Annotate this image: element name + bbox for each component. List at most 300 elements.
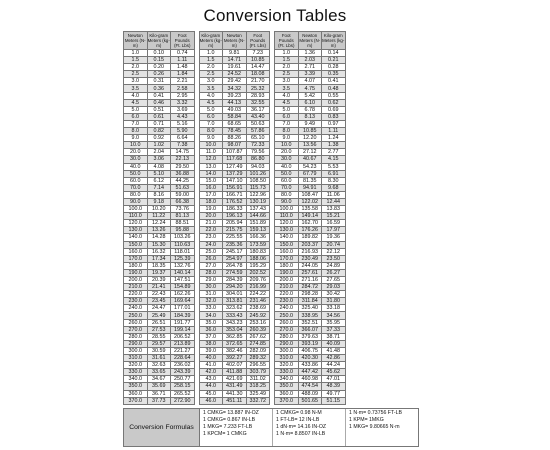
formula-line: 1 FT-LB= 12 IN-LB [276, 416, 320, 423]
table-cell: 80.0 [275, 191, 299, 198]
table-row [124, 156, 195, 163]
table-cell: 37.73 [147, 397, 171, 404]
table-row [199, 333, 270, 340]
table-cell: 40.67 [298, 156, 322, 163]
table-cell: 3.5 [124, 85, 148, 92]
table-cell: 5.42 [298, 92, 322, 99]
table-cell: 6.0 [124, 113, 148, 120]
column-header: Kilo-gram Meters (kg-m) [147, 33, 170, 48]
table-row [124, 64, 195, 71]
table-row [275, 333, 346, 340]
table-row [124, 362, 195, 369]
table-cell: 303.79 [246, 369, 270, 376]
table-cell: 160.0 [275, 248, 299, 255]
table-cell: 0.55 [322, 92, 346, 99]
table-row [275, 227, 346, 234]
table-cell: 34.67 [147, 376, 171, 383]
table-cell: 23.0 [199, 234, 223, 241]
table-cell: 28.0 [199, 269, 223, 276]
table-cell: 32.0 [199, 298, 223, 305]
table-cell: 4.0 [199, 92, 223, 99]
table-cell: 250.0 [124, 312, 148, 319]
table-cell: 108.47 [298, 191, 322, 198]
table-cell: 230.0 [275, 298, 299, 305]
table-row [199, 156, 270, 163]
table-row [275, 128, 346, 135]
table-cell: 271.16 [298, 277, 322, 284]
table-cell: 44.0 [199, 383, 223, 390]
table-cell: 27.0 [199, 262, 223, 269]
table-cell: 6.64 [171, 135, 195, 142]
table-cell: 501.65 [298, 397, 322, 404]
table-row [124, 234, 195, 241]
table-row [275, 213, 346, 220]
table-cell: 100.0 [275, 206, 299, 213]
table-cell: 260.0 [124, 319, 148, 326]
table-row [275, 284, 346, 291]
table-row [124, 78, 195, 85]
table-cell: 10.20 [147, 206, 171, 213]
table-row [199, 177, 270, 184]
table-row [275, 355, 346, 362]
table-cell: 31.0 [199, 291, 223, 298]
table-cell: 7.14 [147, 184, 171, 191]
table-cell: 7.38 [171, 142, 195, 149]
table-cell: 3.0 [124, 78, 148, 85]
table-cell: 36.17 [246, 106, 270, 113]
table-cell: 0.46 [147, 99, 171, 106]
table-cell: 30.0 [199, 284, 223, 291]
table-cell: 11.06 [322, 191, 346, 198]
table-cell: 243.39 [171, 369, 195, 376]
table-cell: 38.71 [322, 333, 346, 340]
table-cell: 1.38 [322, 142, 346, 149]
conversion-formulas-list [200, 409, 418, 446]
table-cell: 0.69 [322, 106, 346, 113]
table-cell: 140.14 [171, 269, 195, 276]
table-cell: 3.69 [171, 106, 195, 113]
table-cell: 284.39 [223, 277, 247, 284]
table-row [124, 71, 195, 78]
table-cell: 0.74 [171, 50, 195, 57]
table-row [275, 248, 346, 255]
table-cell: 130.0 [275, 227, 299, 234]
table-row [199, 362, 270, 369]
table-cell: 140.0 [275, 234, 299, 241]
table-cell: 32.63 [147, 362, 171, 369]
table-cell: 24.52 [223, 71, 247, 78]
table-row [275, 78, 346, 85]
table-cell: 3.5 [199, 85, 223, 92]
table-row [124, 369, 195, 376]
table-cell: 30.42 [322, 291, 346, 298]
table-cell: 274.59 [223, 269, 247, 276]
column-header: Foot Pounds (Ft. Lbs) [246, 32, 270, 50]
table-cell: 15.30 [147, 241, 171, 248]
table-cell: 250.0 [275, 312, 299, 319]
table-cell: 30.59 [147, 347, 171, 354]
table-cell: 80.0 [124, 191, 148, 198]
table-cell: 210.0 [275, 284, 299, 291]
table-cell: 320.0 [124, 362, 148, 369]
conversion-tables [123, 31, 419, 447]
table-cell: 6.0 [199, 113, 223, 120]
table-cell: 12.44 [322, 198, 346, 205]
table-cell: 3.06 [147, 156, 171, 163]
table-cell: 313.81 [223, 298, 247, 305]
column-header: Foot Pounds (Ft. Lbs) [171, 32, 195, 50]
table-cell: 38.0 [199, 340, 223, 347]
table-cell: 14.47 [246, 64, 270, 71]
table-cell: 12.24 [147, 220, 171, 227]
table-cell: 4.5 [275, 99, 299, 106]
table-cell: 73.76 [171, 206, 195, 213]
table-row [199, 135, 270, 142]
table-cell: 188.06 [246, 255, 270, 262]
table-cell: 392.27 [223, 355, 247, 362]
table-cell: 206.52 [171, 333, 195, 340]
table-cell: 203.37 [298, 241, 322, 248]
table-cell: 33.65 [147, 369, 171, 376]
table-cell: 110.0 [275, 213, 299, 220]
table-cell: 20.74 [322, 241, 346, 248]
table-cell: 54.23 [298, 163, 322, 170]
column-header: Kilo-gram Meters (kg-m) [199, 33, 222, 48]
table-row [124, 50, 195, 57]
formula-line: 1 N·m= 0.73756 FT-LB [349, 409, 402, 416]
table-cell: 7.23 [246, 50, 270, 57]
table-cell: 2.5 [124, 71, 148, 78]
table-cell: 118.01 [171, 248, 195, 255]
table-row [275, 135, 346, 142]
table-cell: 6.91 [322, 170, 346, 177]
table-cell: 311.02 [246, 376, 270, 383]
table-cell: 325.49 [246, 390, 270, 397]
table-row [275, 163, 346, 170]
table-cell: 5.90 [171, 128, 195, 135]
formula-column [346, 409, 418, 446]
table-cell: 330.0 [124, 369, 148, 376]
table-cell: 29.0 [199, 277, 223, 284]
table-cell: 151.89 [246, 220, 270, 227]
table-cell: 13.0 [199, 163, 223, 170]
table-cell: 20.0 [124, 149, 148, 156]
table-cell: 0.82 [147, 128, 171, 135]
table-cell: 9.0 [199, 135, 223, 142]
table-cell: 238.69 [246, 305, 270, 312]
table-cell: 220.0 [124, 291, 148, 298]
table-cell: 9.68 [322, 184, 346, 191]
table-row [199, 234, 270, 241]
table-cell: 20.39 [147, 277, 171, 284]
table-cell: 127.49 [223, 163, 247, 170]
table-cell: 29.50 [171, 163, 195, 170]
table-row [199, 390, 270, 397]
table-cell: 460.98 [298, 376, 322, 383]
table-row [275, 383, 346, 390]
table-row [124, 99, 195, 106]
table-cell: 290.0 [124, 340, 148, 347]
table-cell: 78.45 [223, 128, 247, 135]
table-row [275, 220, 346, 227]
table-row [124, 227, 195, 234]
table-row [199, 305, 270, 312]
table-cell: 0.31 [147, 78, 171, 85]
table-cell: 180.0 [275, 262, 299, 269]
table-cell: 12.20 [298, 135, 322, 142]
table-cell: 26.27 [322, 269, 346, 276]
table-cell: 2.5 [199, 71, 223, 78]
table-cell: 10.85 [298, 128, 322, 135]
formula-line: 1 CMKG= 0.867 IN-LB [203, 416, 256, 423]
table-cell: 411.88 [223, 369, 247, 376]
table-row [199, 85, 270, 92]
table-row [124, 128, 195, 135]
table-row [199, 184, 270, 191]
table-cell: 169.64 [171, 298, 195, 305]
table-cell: 22.12 [322, 248, 346, 255]
table-cell: 149.14 [298, 213, 322, 220]
table-row [124, 106, 195, 113]
table-cell: 2.95 [171, 92, 195, 99]
table-cell: 50.0 [275, 170, 299, 177]
table-cell: 258.15 [171, 383, 195, 390]
table-cell: 3.5 [275, 85, 299, 92]
table-cell: 199.14 [171, 326, 195, 333]
table-row [199, 149, 270, 156]
formula-line: 1 MKG= 9.80665 N·m [349, 424, 400, 431]
table-cell: 170.0 [275, 255, 299, 262]
table-cell: 224.22 [246, 291, 270, 298]
table-row [199, 355, 270, 362]
table-cell: 43.0 [199, 376, 223, 383]
table-cell: 250.77 [171, 376, 195, 383]
table-cell: 244.05 [298, 262, 322, 269]
table-cell: 215.75 [223, 227, 247, 234]
table-cell: 3.32 [171, 99, 195, 106]
table-cell: 15.21 [322, 213, 346, 220]
table-cell: 103.26 [171, 234, 195, 241]
column-header: Newton Meters (N-m) [124, 33, 146, 48]
table-cell: 17.34 [147, 255, 171, 262]
table-cell: 27.65 [322, 277, 346, 284]
table-cell: 110.0 [124, 213, 148, 220]
table-cell: 27.12 [298, 149, 322, 156]
table-cell: 2.58 [171, 85, 195, 92]
table-cell: 298.28 [298, 291, 322, 298]
table-cell: 431.49 [223, 383, 247, 390]
table-cell: 35.0 [199, 319, 223, 326]
table-row [124, 57, 195, 64]
table-cell: 282.09 [246, 347, 270, 354]
table-cell: 294.20 [223, 284, 247, 291]
table-cell: 18.0 [199, 198, 223, 205]
table-cell: 2.5 [275, 71, 299, 78]
table-row [275, 57, 346, 64]
table-cell: 36.71 [147, 390, 171, 397]
table-row [199, 191, 270, 198]
table-cell: 205.94 [223, 220, 247, 227]
table-row [275, 269, 346, 276]
table-cell: 176.52 [223, 198, 247, 205]
table-cell: 40.0 [124, 163, 148, 170]
table-row [124, 135, 195, 142]
table-cell: 8.0 [124, 128, 148, 135]
table-cell: 37.33 [322, 326, 346, 333]
table-cell: 0.21 [322, 57, 346, 64]
table-row [124, 397, 195, 404]
table-cell: 4.5 [199, 99, 223, 106]
table-cell: 332.72 [246, 397, 270, 404]
table-cell: 10.85 [246, 57, 270, 64]
table-cell: 23.45 [147, 298, 171, 305]
table-cell: 0.51 [147, 106, 171, 113]
table-cell: 0.10 [147, 50, 171, 57]
table-row [199, 206, 270, 213]
formula-line: 1 dN·m= 14.16 IN-OZ [276, 424, 327, 431]
table-cell: 253.16 [246, 319, 270, 326]
table-cell: 3.0 [275, 78, 299, 85]
table-cell: 32.55 [246, 99, 270, 106]
table-cell: 230.49 [298, 255, 322, 262]
table-cell: 360.0 [124, 390, 148, 397]
table-cell: 34.56 [322, 312, 346, 319]
table-row [124, 262, 195, 269]
table-cell: 4.08 [147, 163, 171, 170]
page-title: Conversion Tables [203, 6, 347, 25]
table-cell: 11.22 [147, 213, 171, 220]
table-cell: 107.87 [223, 149, 247, 156]
table-cell: 25.0 [199, 248, 223, 255]
table-cell: 488.09 [298, 390, 322, 397]
table-row [275, 305, 346, 312]
table-cell: 44.13 [223, 99, 247, 106]
table-cell: 42.0 [199, 369, 223, 376]
table-cell: 9.49 [298, 120, 322, 127]
table-cell: 265.52 [171, 390, 195, 397]
table-cell: 108.50 [246, 177, 270, 184]
table-cell: 25.32 [246, 85, 270, 92]
table-row [275, 234, 346, 241]
table-row [275, 262, 346, 269]
table-cell: 22.13 [171, 156, 195, 163]
table-cell: 2.0 [275, 64, 299, 71]
table-cell: 180.0 [124, 262, 148, 269]
table-cell: 9.81 [223, 50, 247, 57]
table-row [199, 284, 270, 291]
table-cell: 150.0 [124, 241, 148, 248]
table-cell: 2.0 [199, 64, 223, 71]
table-row [199, 347, 270, 354]
table-row [199, 113, 270, 120]
table-cell: 166.71 [223, 191, 247, 198]
column-header: Foot Pounds (Ft. Lbs) [275, 32, 299, 50]
table-row [199, 376, 270, 383]
table-cell: 338.95 [298, 312, 322, 319]
table-cell: 2.21 [171, 78, 195, 85]
table-cell: 325.40 [298, 305, 322, 312]
table-row [199, 128, 270, 135]
table-cell: 81.13 [171, 213, 195, 220]
table-row [275, 156, 346, 163]
table-cell: 40.09 [322, 340, 346, 347]
table-cell: 350.0 [124, 383, 148, 390]
table-cell: 50.63 [246, 120, 270, 127]
formula-column [273, 409, 346, 446]
table-cell: 147.10 [223, 177, 247, 184]
table-cell: 304.01 [223, 291, 247, 298]
table-cell: 420.30 [298, 355, 322, 362]
table-cell: 37.0 [199, 333, 223, 340]
table-cell: 254.97 [223, 255, 247, 262]
table-row [199, 220, 270, 227]
formula-line: 1 CMKG= 13.887 IN-OZ [203, 409, 259, 416]
table-cell: 0.28 [322, 64, 346, 71]
table-cell: 10.0 [275, 142, 299, 149]
table-cell: 122.02 [298, 198, 322, 205]
table-cell: 29.42 [223, 78, 247, 85]
table-cell: 26.0 [199, 255, 223, 262]
table-cell: 156.91 [223, 184, 247, 191]
nm-conversion-table [123, 31, 195, 405]
table-cell: 228.64 [171, 355, 195, 362]
table-cell: 14.75 [171, 149, 195, 156]
table-cell: 370.0 [275, 397, 299, 404]
table-cell: 1.5 [275, 57, 299, 64]
table-cell: 18.08 [246, 71, 270, 78]
table-row [275, 92, 346, 99]
table-cell: 1.02 [147, 142, 171, 149]
table-row [199, 198, 270, 205]
table-cell: 289.32 [246, 355, 270, 362]
table-cell: 370.0 [124, 397, 148, 404]
table-cell: 4.75 [298, 85, 322, 92]
table-cell: 196.13 [223, 213, 247, 220]
table-cell: 11.0 [199, 149, 223, 156]
table-cell: 350.0 [275, 383, 299, 390]
table-row [124, 120, 195, 127]
table-cell: 4.5 [124, 99, 148, 106]
table-cell: 162.70 [298, 220, 322, 227]
table-cell: 393.19 [298, 340, 322, 347]
table-row [199, 277, 270, 284]
table-cell: 137.29 [223, 170, 247, 177]
table-cell: 59.00 [171, 191, 195, 198]
table-cell: 200.0 [124, 277, 148, 284]
table-cell: 209.76 [246, 277, 270, 284]
table-row [124, 298, 195, 305]
table-row [124, 142, 195, 149]
table-row [124, 277, 195, 284]
table-cell: 264.78 [223, 262, 247, 269]
formula-line: 1 MKG= 7.233 FT-LB [203, 424, 253, 431]
table-cell: 9.18 [147, 198, 171, 205]
table-cell: 451.11 [223, 397, 247, 404]
column-header: Newton Meters (N-m) [299, 33, 321, 48]
table-cell: 5.16 [171, 120, 195, 127]
table-cell: 42.86 [322, 355, 346, 362]
table-cell: 1.11 [322, 128, 346, 135]
table-cell: 39.23 [223, 92, 247, 99]
table-cell: 22.43 [147, 291, 171, 298]
table-cell: 225.55 [223, 234, 247, 241]
table-cell: 100.0 [124, 206, 148, 213]
table-cell: 4.43 [171, 113, 195, 120]
table-cell: 447.42 [298, 369, 322, 376]
table-row [199, 120, 270, 127]
table-cell: 240.0 [275, 305, 299, 312]
table-row [275, 120, 346, 127]
